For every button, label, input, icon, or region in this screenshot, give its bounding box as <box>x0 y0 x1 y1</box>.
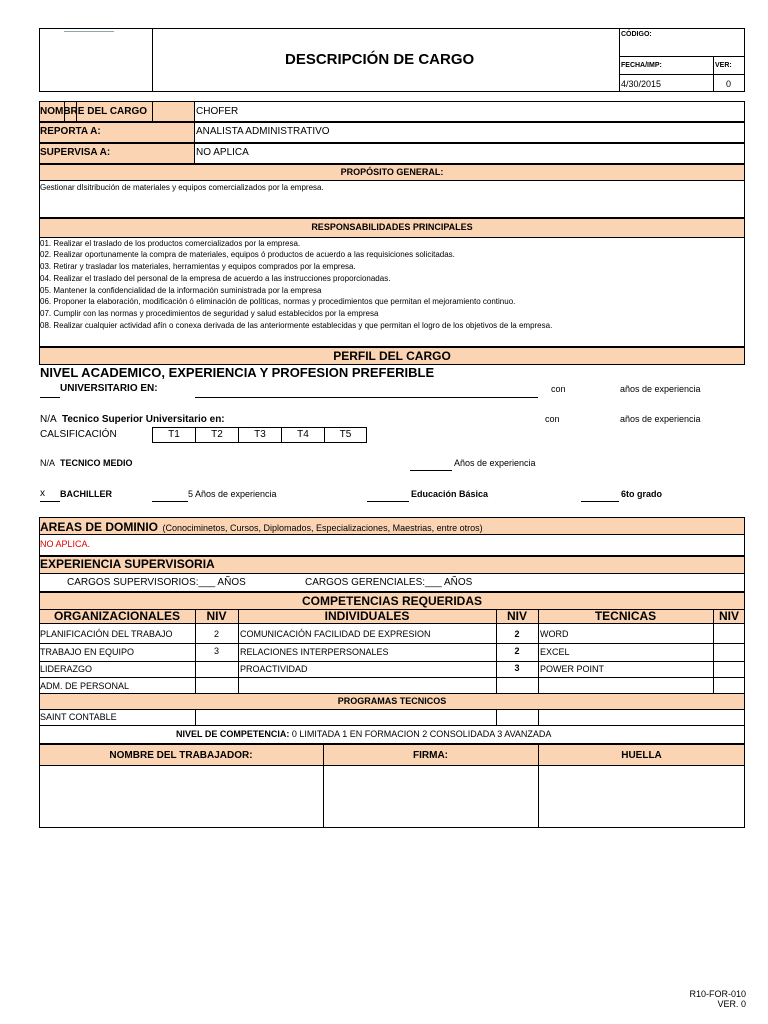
comp-n2-1: 2 <box>514 629 520 639</box>
comp-tec-1: WORD <box>540 629 569 639</box>
areas-header-text <box>40 519 483 535</box>
reporta-value: ANALISTA ADMINISTRATIVO <box>196 126 330 137</box>
comp-tec-3: POWER POINT <box>540 664 605 674</box>
comp-ind-3: PROACTIVIDAD <box>240 664 308 674</box>
bach-anos: 5 Años de experiencia <box>188 489 277 499</box>
logo-divider <box>152 28 153 92</box>
proposito-text: Gestionar dIsitribución de materiales y equipos comercializados por la empresa. <box>40 183 324 192</box>
col-org: ORGANIZACIONALES <box>54 609 180 623</box>
medio-line <box>410 470 452 471</box>
responsabilidades-title: RESPONSABILIDADES PRINCIPALES <box>311 222 473 232</box>
resp-item-5: 05. Mantener la confidencialidad de la información suministrada por la empresa <box>40 286 322 295</box>
comp-org-1: PLANIFICACIÓN DEL TRABAJO <box>40 629 173 639</box>
basica-label: Educación Básica <box>411 489 489 499</box>
col-niv-1: NIV <box>206 609 227 623</box>
comp-row-line-2 <box>39 661 745 662</box>
resp-item-7: 07. Cumplir con las normas y procedimientos de seguridad y salud establecidos por la empresa <box>40 309 379 318</box>
nombre-trabajador-label: NOMBRE DEL TRABAJADOR: <box>109 750 253 761</box>
resp-item-3: 03. Retirar y trasladar los materiales, herramientas y equipos comprados por la empresa. <box>40 262 356 271</box>
nivel-text: 0 LIMITADA 1 EN FORMACION 2 CONSOLIDADA 3 AVANZADA <box>289 729 552 739</box>
resp-item-4: 04. Realizar el traslado del personal de la empresa de acuerdo a las instrucciones proporcionadas. <box>40 274 391 283</box>
grade-t1-label: T1 <box>168 429 180 440</box>
tsu-label: Tecnico Superior Universitario en: <box>62 414 225 425</box>
nombre-trabajador-field[interactable] <box>40 766 322 827</box>
competencias-title: COMPETENCIAS REQUERIDAS <box>301 594 483 608</box>
col-ind: INDIVIDUALES <box>324 609 410 623</box>
code-line-1 <box>619 56 745 57</box>
fecha-value: 4/30/2015 <box>621 79 662 89</box>
grado-label: 6to grado <box>621 489 663 499</box>
comp-row-line-3 <box>39 677 745 678</box>
logo-line <box>64 31 114 32</box>
grade-t3-label: T3 <box>254 429 266 440</box>
firma-label: FIRMA: <box>413 750 448 761</box>
code-divider <box>619 28 620 92</box>
basica-line <box>367 501 409 502</box>
programa-value: SAINT CONTABLE <box>40 712 117 722</box>
firma-field[interactable] <box>324 766 537 827</box>
comp-n2-3: 3 <box>514 663 520 673</box>
comp-org-4: ADM. DE PERSONAL <box>40 681 130 691</box>
nivel-label: NIVEL DE COMPETENCIA: <box>176 729 290 739</box>
ver-label: VER: <box>715 62 732 69</box>
bachiller-label: BACHILLER <box>60 489 112 499</box>
supervisoria-title: EXPERIENCIA SUPERVISORIA <box>40 557 215 571</box>
nombre-split <box>152 101 153 122</box>
medio-prefix: N/A <box>40 458 56 468</box>
comp-tec-2: EXCEL <box>540 647 570 657</box>
comp-row-line-1 <box>39 643 745 644</box>
univ-value-line <box>195 397 538 398</box>
cargos-sup: CARGOS SUPERVISORIOS:___ AÑOS <box>67 577 246 588</box>
prog-col-1 <box>195 709 196 726</box>
page-title: DESCRIPCIÓN DE CARGO <box>285 51 475 68</box>
anos-label-2: años de experiencia <box>620 414 701 424</box>
nivel-title: NIVEL ACADEMICO, EXPERIENCIA Y PROFESION PREFERIBLE <box>40 365 435 380</box>
supervisa-value-cell <box>194 143 745 164</box>
grade-t2-label: T2 <box>211 429 223 440</box>
medio-label: TECNICO MEDIO <box>60 458 133 468</box>
anos-label-1: años de experiencia <box>620 384 701 394</box>
grade-t4-label: T4 <box>297 429 309 440</box>
universitario-label: UNIVERSITARIO EN: <box>60 383 158 394</box>
col-niv-3: NIV <box>718 609 739 623</box>
areas-subtitle: (Conociminetos, Cursos, Diplomados, Especializaciones, Maestrias, entre otros) <box>162 523 483 533</box>
cargos-ger: CARGOS GERENCIALES:___ AÑOS <box>305 577 473 588</box>
resp-item-8: 08. Realizar cualquier actividad afín o conexa derivada de las anteriormente establecidas y que permitan el logro de los objetivos de la empresa. <box>40 321 553 330</box>
ver-divider <box>713 56 714 92</box>
con-label-2: con <box>545 414 560 424</box>
col-niv-2: NIV <box>506 609 527 623</box>
prog-col-2 <box>496 709 497 726</box>
nombre-label: NOMBRE DEL CARGO <box>40 106 148 117</box>
programas-title: PROGRAMAS TECNICOS <box>337 696 447 706</box>
bach-prefix-line <box>40 501 60 502</box>
grado-line <box>581 501 619 502</box>
col-tec: TECNICAS <box>594 609 657 623</box>
nivel-text-wrap <box>176 730 551 739</box>
areas-title: AREAS DE DOMINIO <box>40 520 159 534</box>
proposito-title: PROPÓSITO GENERAL: <box>340 167 444 177</box>
areas-value: NO APLICA. <box>40 539 91 549</box>
bach-anos-line <box>152 501 188 502</box>
code-line-2 <box>619 74 745 75</box>
comp-n1-2: 3 <box>213 646 219 656</box>
comp-n1-1: 2 <box>213 629 219 639</box>
bach-prefix: x <box>40 488 45 499</box>
footer-code: R10-FOR-010 <box>689 989 746 999</box>
univ-prefix-line <box>40 397 60 398</box>
nombre-value: CHOFER <box>196 106 239 117</box>
ver-value: 0 <box>726 79 732 89</box>
fecha-label: FECHA/IMP: <box>621 62 662 69</box>
resp-item-2: 02. Realizar oportunamente la compra de materiales, equipos ó productos de acuerdo a las requisiciones solicitadas. <box>40 250 455 259</box>
con-label-1: con <box>551 384 566 394</box>
nombre-value-cell <box>194 101 745 122</box>
codigo-label: CÓDIGO: <box>621 31 652 38</box>
comp-org-2: TRABAJO EN EQUIPO <box>40 647 135 657</box>
huella-label: HUELLA <box>621 750 662 761</box>
huella-field[interactable] <box>539 766 744 827</box>
resp-item-1: 01. Realizar el traslado de los productos comercializados por la empresa. <box>40 239 301 248</box>
comp-n2-2: 2 <box>514 646 520 656</box>
supervisa-value: NO APLICA <box>196 147 249 158</box>
programas-row <box>39 709 745 726</box>
areas-body <box>39 534 745 556</box>
grade-t5-label: T5 <box>339 429 352 440</box>
comp-org-3: LIDERAZGO <box>40 664 93 674</box>
resp-item-6: 06. Proponer la elaboración, modificación ó eliminación de políticas, normas y procedimientos que permitan el mejoramiento continuo. <box>40 297 516 306</box>
tsu-prefix: N/A <box>40 414 57 425</box>
prog-col-3 <box>538 709 539 726</box>
reporta-label: REPORTA A: <box>40 126 101 137</box>
calificacion-label: CALSIFICACIÓN <box>40 429 117 440</box>
perfil-title: PERFIL DEL CARGO <box>333 349 451 363</box>
footer-ver: VER. 0 <box>717 999 746 1009</box>
comp-ind-1: COMUNICACIÓN FACILIDAD DE EXPRESION <box>240 629 431 639</box>
medio-anos: Años de experiencia <box>454 458 536 468</box>
supervisa-label: SUPERVISA A: <box>40 147 111 158</box>
comp-ind-2: RELACIONES INTERPERSONALES <box>240 647 389 657</box>
